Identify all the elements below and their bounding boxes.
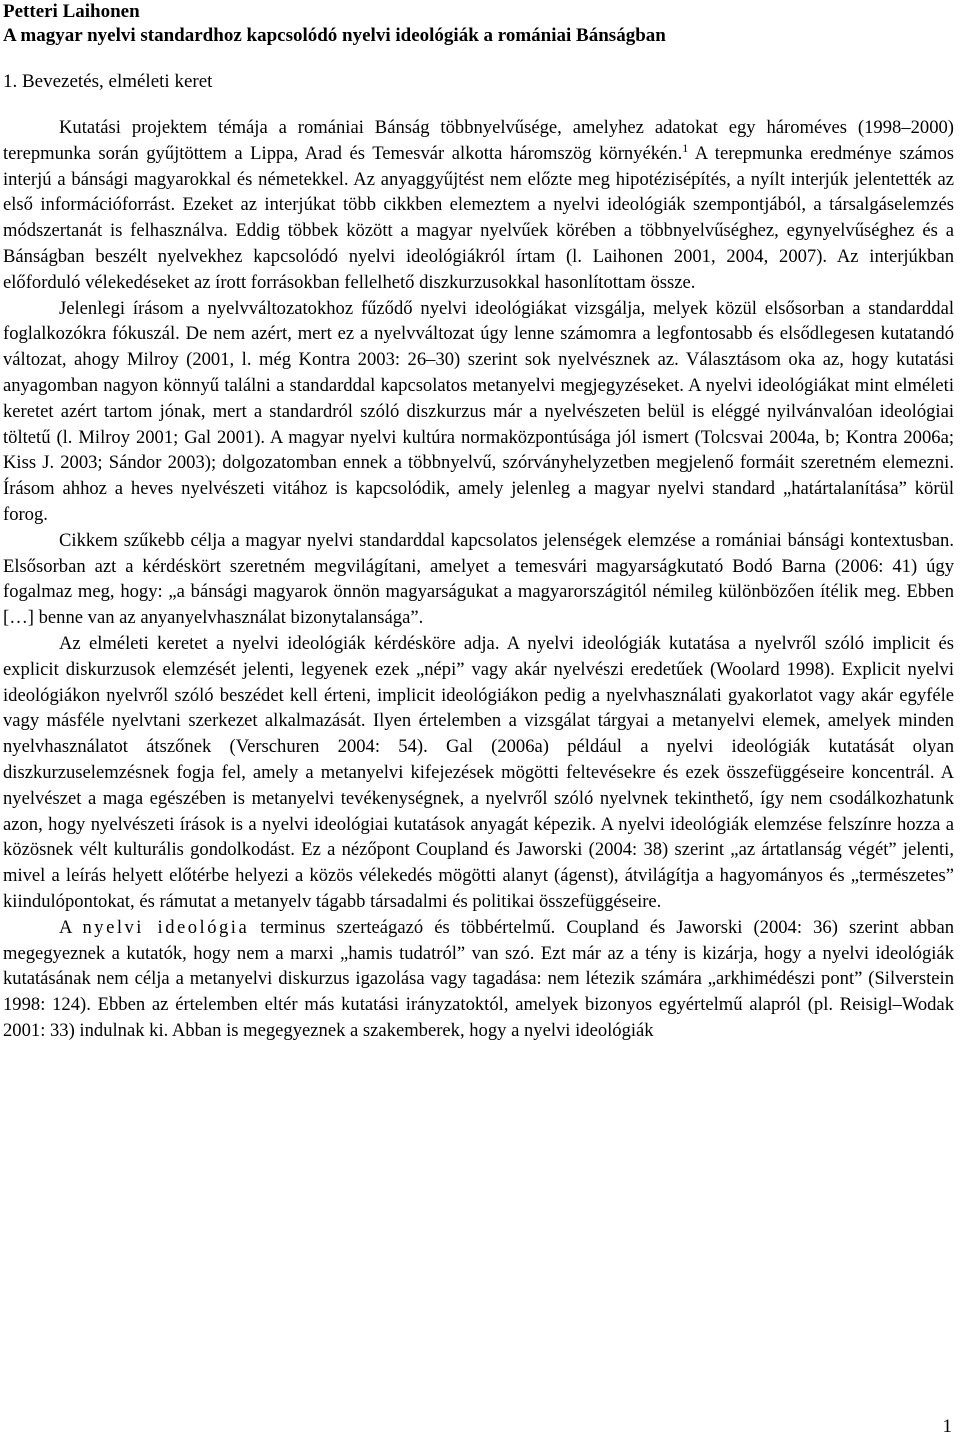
- page-number: 1: [942, 1416, 952, 1437]
- paragraph-2: Jelenlegi írásom a nyelvváltozatokhoz fűződő nyelvi ideológiákat vizsgálja, melyek közül elsősorban a standarddal foglalkozókra fókuszál. De nem azért, mert ez a nyelvváltozat úgy lenne számomra a legfontosabb és elsődlegesen kutatandó változat, ahogy Milroy (2001, l. még Kontra 2003: 26–30) szerint sok nyelvésznek az. Választásom oka az, hogy kutatási anyagomban nagyon könnyű találni a standarddal kapcsolatos metanyelvi megjegyzéseket. A nyelvi ideológiákat mint elméleti keretet azért tartom jónak, mert a standardról szóló diszkurzus már a nyelvészeten belül is eléggé nyilvánvalóan ideológiai töltetű (l. Milroy 2001; Gal 2001). A magyar nyelvi kultúra normaközpontúsága jól ismert (Tolcsvai 2004a, b; Kontra 2006a; Kiss J. 2003; Sándor 2003); dolgozatomban ennek a többnyelvű, szórványhelyzetben megjelenő formáit szeretném elemezni. Írásom ahhoz a heves nyelvészeti vitához is kapcsolódik, amely jelenleg a magyar nyelvi standard „határtalanítása” körül forog.: [3, 297, 954, 525]
- paragraph-3: Cikkem szűkebb célja a magyar nyelvi standarddal kapcsolatos jelenségek elemzése a romániai bánsági kontextusban. Elsősorban azt a kérdéskört szeretném megvilágítani, amelyet a temesvári magyarságkutató Bodó Barna (2006: 41) úgy fogalmaz meg, hogy: „a bánsági magyarok önnön magyarságukat a magyarországitól némileg különbözően ítélik meg. Ebben […] benne van az anyanyelvhasználat bizonytalansága”.: [3, 529, 954, 629]
- document-page: [3, 0, 954, 1044]
- paragraph-5-text-a: A: [59, 916, 83, 938]
- paragraph-1: [3, 115, 954, 296]
- section-heading: 1. Bevezetés, elméleti keret: [3, 71, 213, 92]
- author-name: Petteri Laihonen: [3, 1, 140, 22]
- paragraph-1-text-b: A terepmunka eredménye számos interjú a bánsági magyarokkal és németekkel. Az anyaggyűjtést nem előzte meg hipotézisépítés, a nyílt interjúk jelentették az első információforrást. Ezeket az interjúkat több cikkben elemeztem a nyelvi ideológiák szempontjából, a társalgáselemzés módszertanát is felhasználva. Eddig többek között a magyar nyelvűek körében a többnyelvűséghez, egynyelvűséghez és a Bánságban beszélt nyelvekhez kapcsolódó nyelvi ideológiákról írtam (l. Laihonen 2001, 2004, 2007). Az interjúkban előforduló vélekedéseket az írott forrásokban fellelhető diszkurzusokkal hasonlítottam össze.: [3, 142, 954, 293]
- paragraph-5-spaced-term: nyelvi ideológia: [82, 916, 250, 938]
- footnote-marker[interactable]: 1: [682, 140, 689, 155]
- document-title: A magyar nyelvi standardhoz kapcsolódó nyelvi ideológiák a romániai Bánságban: [3, 25, 666, 46]
- paragraph-1-text-a: Kutatási projektem témája a romániai Bánság többnyelvűsége, amelyhez adatokat egy hároméves (1998–2000) terepmunka során gyűjtöttem a Lippa, Arad és Temesvár alkotta háromszög környékén.: [3, 117, 954, 164]
- paragraph-5: [3, 915, 954, 1044]
- paragraph-4: Az elméleti keretet a nyelvi ideológiák kérdésköre adja. A nyelvi ideológiák kutatása a nyelvről szóló implicit és explicit diskurzusok elemzését jelenti, legyenek ezek „népi” vagy akár nyelvészi eredetűek (Woolard 1998). Explicit nyelvi ideológiákon nyelvről szóló beszédet kell érteni, implicit ideológiákon pedig a nyelvhasználati gyakorlatot vagy akár egyféle vagy másféle nyelvtani szerkezet alkalmazását. Ilyen értelemben a vizsgálat tárgyai a metanyelvi elemek, amelyek minden nyelvhasználatot átszőnek (Verschuren 2004: 54). Gal (2006a) például a nyelvi ideológiák kutatását olyan diszkurzuselemzésnek fogja fel, amely a metanyelvi kifejezések mögötti feltevésekre és ezek összefüggéseire koncentrál. A nyelvészet a maga egészében is metanyelvi tevékenységnek, a nyelvről szóló nyelvnek tekinthető, így nem csodálkozhatunk azon, hogy nyelvészeti írások is a nyelvi ideológiai kutatások anyagát képezik. A nyelvi ideológiák elemzése felszínre hozza a közösnek vélt kulturális gondolkodást. Ez a nézőpont Coupland és Jaworski (2004: 38) szerint „az ártatlanság végét” jelenti, mivel a leírás helyett előtérbe helyezi a közös vélekedés mögötti alanyt (ágenst), átvilágítja a hagyományos és „természetes” kiindulópontokat, és rámutat a metanyelv tágabb társadalmi és politikai összefüggéseire.: [3, 632, 954, 912]
- paragraph-5-text-b: terminus szerteágazó és többértelmű. Coupland és Jaworski (2004: 36) szerint abban megegyeznek a kutatók, hogy nem a marxi „hamis tudatról” van szó. Ezt már az a tény is kizárja, hogy a nyelvi ideológiák kutatásának nem célja a metanyelvi diskurzus igazolása vagy tagadása: nem létezik számára „arkhimédészi pont” (Silverstein 1998: 124). Ebben az értelemben eltér más kutatási irányzatoktól, amelyek bizonyos egyértelmű alapról (pl. Reisigl–Wodak 2001: 33) indulnak ki. Abban is megegyeznek a szakemberek, hogy a nyelvi ideológiák: [3, 916, 954, 1041]
